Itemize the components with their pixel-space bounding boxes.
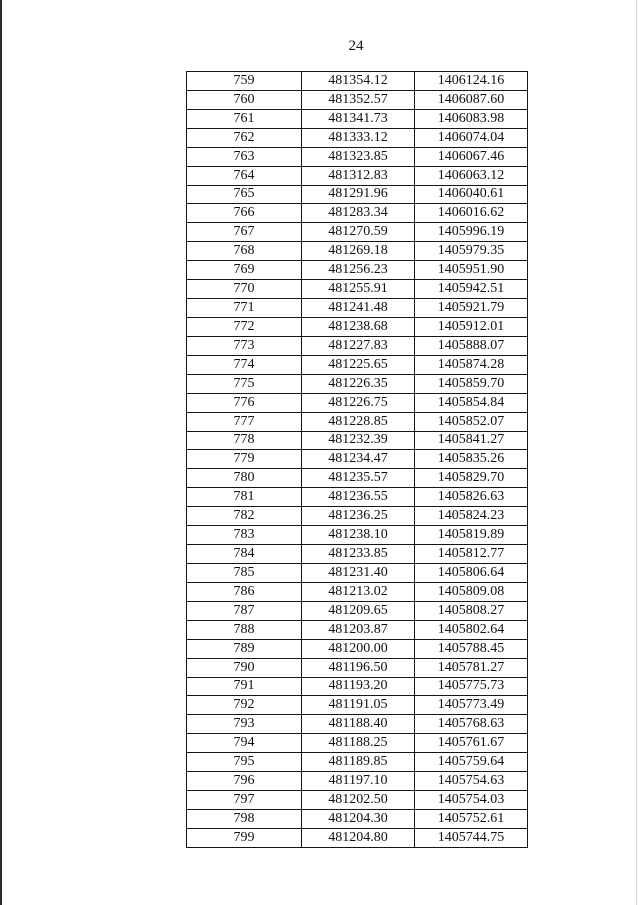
table-row	[187, 507, 528, 526]
y-coordinate-cell: 1406087.60	[415, 90, 528, 109]
point-number-cell: 771	[187, 299, 302, 318]
point-number-cell: 797	[187, 791, 302, 810]
table-row	[187, 753, 528, 772]
y-coordinate-cell: 1405859.70	[415, 374, 528, 393]
page-number: 24	[348, 38, 364, 54]
y-coordinate-cell: 1405835.26	[415, 450, 528, 469]
y-coordinate-cell: 1405921.79	[415, 299, 528, 318]
x-coordinate-cell: 481291.96	[302, 185, 415, 204]
point-number-cell: 799	[187, 828, 302, 847]
point-number-cell: 763	[187, 147, 302, 166]
x-coordinate-cell: 481238.68	[302, 317, 415, 336]
point-number-cell: 779	[187, 450, 302, 469]
table-row	[187, 317, 528, 336]
x-coordinate-cell: 481236.25	[302, 507, 415, 526]
point-number-cell: 781	[187, 488, 302, 507]
x-coordinate-cell: 481256.23	[302, 261, 415, 280]
table-row	[187, 563, 528, 582]
y-coordinate-cell: 1406083.98	[415, 109, 528, 128]
point-number-cell: 767	[187, 223, 302, 242]
table-row	[187, 828, 528, 847]
point-number-cell: 773	[187, 336, 302, 355]
y-coordinate-cell: 1406067.46	[415, 147, 528, 166]
table-row	[187, 374, 528, 393]
x-coordinate-cell: 481200.00	[302, 639, 415, 658]
table-row	[187, 791, 528, 810]
table-row	[187, 734, 528, 753]
point-number-cell: 764	[187, 166, 302, 185]
point-number-cell: 792	[187, 696, 302, 715]
point-number-cell: 795	[187, 753, 302, 772]
table-row	[187, 469, 528, 488]
y-coordinate-cell: 1406124.16	[415, 72, 528, 91]
table-row	[187, 431, 528, 450]
x-coordinate-cell: 481204.80	[302, 828, 415, 847]
point-number-cell: 769	[187, 261, 302, 280]
y-coordinate-cell: 1405809.08	[415, 582, 528, 601]
table-row	[187, 223, 528, 242]
y-coordinate-cell: 1405819.89	[415, 526, 528, 545]
y-coordinate-cell: 1405773.49	[415, 696, 528, 715]
y-coordinate-cell: 1405761.67	[415, 734, 528, 753]
table-row	[187, 128, 528, 147]
table-row	[187, 109, 528, 128]
y-coordinate-cell: 1405942.51	[415, 280, 528, 299]
y-coordinate-cell: 1405824.23	[415, 507, 528, 526]
point-number-cell: 768	[187, 242, 302, 261]
point-number-cell: 777	[187, 412, 302, 431]
point-number-cell: 788	[187, 620, 302, 639]
table-row	[187, 299, 528, 318]
y-coordinate-cell: 1405802.64	[415, 620, 528, 639]
x-coordinate-cell: 481352.57	[302, 90, 415, 109]
x-coordinate-cell: 481202.50	[302, 791, 415, 810]
x-coordinate-cell: 481231.40	[302, 563, 415, 582]
point-number-cell: 791	[187, 677, 302, 696]
y-coordinate-cell: 1405754.63	[415, 772, 528, 791]
x-coordinate-cell: 481233.85	[302, 545, 415, 564]
y-coordinate-cell: 1405829.70	[415, 469, 528, 488]
point-number-cell: 782	[187, 507, 302, 526]
point-number-cell: 785	[187, 563, 302, 582]
y-coordinate-cell: 1405768.63	[415, 715, 528, 734]
y-coordinate-cell: 1406040.61	[415, 185, 528, 204]
x-coordinate-cell: 481191.05	[302, 696, 415, 715]
table-row	[187, 545, 528, 564]
point-number-cell: 786	[187, 582, 302, 601]
x-coordinate-cell: 481188.25	[302, 734, 415, 753]
y-coordinate-cell: 1405744.75	[415, 828, 528, 847]
x-coordinate-cell: 481354.12	[302, 72, 415, 91]
x-coordinate-cell: 481323.85	[302, 147, 415, 166]
y-coordinate-cell: 1405752.61	[415, 809, 528, 828]
point-number-cell: 759	[187, 72, 302, 91]
point-number-cell: 790	[187, 658, 302, 677]
x-coordinate-cell: 481227.83	[302, 336, 415, 355]
x-coordinate-cell: 481236.55	[302, 488, 415, 507]
point-number-cell: 776	[187, 393, 302, 412]
table-row	[187, 658, 528, 677]
x-coordinate-cell: 481213.02	[302, 582, 415, 601]
x-coordinate-cell: 481225.65	[302, 355, 415, 374]
y-coordinate-cell: 1405754.03	[415, 791, 528, 810]
x-coordinate-cell: 481197.10	[302, 772, 415, 791]
x-coordinate-cell: 481283.34	[302, 204, 415, 223]
x-coordinate-cell: 481232.39	[302, 431, 415, 450]
coordinates-table-body	[187, 72, 528, 848]
x-coordinate-cell: 481193.20	[302, 677, 415, 696]
y-coordinate-cell: 1405808.27	[415, 601, 528, 620]
table-row	[187, 450, 528, 469]
table-row	[187, 715, 528, 734]
y-coordinate-cell: 1405951.90	[415, 261, 528, 280]
table-row	[187, 242, 528, 261]
table-row	[187, 280, 528, 299]
x-coordinate-cell: 481235.57	[302, 469, 415, 488]
scan-left-edge	[0, 0, 2, 905]
point-number-cell: 762	[187, 128, 302, 147]
x-coordinate-cell: 481255.91	[302, 280, 415, 299]
y-coordinate-cell: 1405781.27	[415, 658, 528, 677]
table-row	[187, 582, 528, 601]
table-row	[187, 393, 528, 412]
point-number-cell: 783	[187, 526, 302, 545]
x-coordinate-cell: 481209.65	[302, 601, 415, 620]
point-number-cell: 765	[187, 185, 302, 204]
x-coordinate-cell: 481238.10	[302, 526, 415, 545]
x-coordinate-cell: 481241.48	[302, 299, 415, 318]
y-coordinate-cell: 1405826.63	[415, 488, 528, 507]
table-row	[187, 90, 528, 109]
point-number-cell: 798	[187, 809, 302, 828]
table-row	[187, 72, 528, 91]
x-coordinate-cell: 481341.73	[302, 109, 415, 128]
point-number-cell: 794	[187, 734, 302, 753]
table-row	[187, 809, 528, 828]
table-row	[187, 147, 528, 166]
point-number-cell: 761	[187, 109, 302, 128]
point-number-cell: 766	[187, 204, 302, 223]
y-coordinate-cell: 1405854.84	[415, 393, 528, 412]
y-coordinate-cell: 1405812.77	[415, 545, 528, 564]
x-coordinate-cell: 481188.40	[302, 715, 415, 734]
point-number-cell: 778	[187, 431, 302, 450]
point-number-cell: 793	[187, 715, 302, 734]
point-number-cell: 784	[187, 545, 302, 564]
y-coordinate-cell: 1406074.04	[415, 128, 528, 147]
x-coordinate-cell: 481333.12	[302, 128, 415, 147]
table-row	[187, 488, 528, 507]
x-coordinate-cell: 481269.18	[302, 242, 415, 261]
point-number-cell: 787	[187, 601, 302, 620]
x-coordinate-cell: 481203.87	[302, 620, 415, 639]
y-coordinate-cell: 1405996.19	[415, 223, 528, 242]
y-coordinate-cell: 1405888.07	[415, 336, 528, 355]
point-number-cell: 772	[187, 317, 302, 336]
x-coordinate-cell: 481226.35	[302, 374, 415, 393]
x-coordinate-cell: 481204.30	[302, 809, 415, 828]
table-row	[187, 620, 528, 639]
y-coordinate-cell: 1405759.64	[415, 753, 528, 772]
table-row	[187, 601, 528, 620]
point-number-cell: 760	[187, 90, 302, 109]
point-number-cell: 796	[187, 772, 302, 791]
x-coordinate-cell: 481196.50	[302, 658, 415, 677]
y-coordinate-cell: 1405874.28	[415, 355, 528, 374]
y-coordinate-cell: 1405979.35	[415, 242, 528, 261]
x-coordinate-cell: 481234.47	[302, 450, 415, 469]
y-coordinate-cell: 1405841.27	[415, 431, 528, 450]
table-row	[187, 355, 528, 374]
table-row	[187, 526, 528, 545]
y-coordinate-cell: 1406016.62	[415, 204, 528, 223]
point-number-cell: 774	[187, 355, 302, 374]
y-coordinate-cell: 1405775.73	[415, 677, 528, 696]
table-row	[187, 204, 528, 223]
coordinates-table	[186, 71, 528, 848]
x-coordinate-cell: 481189.85	[302, 753, 415, 772]
table-row	[187, 166, 528, 185]
y-coordinate-cell: 1405806.64	[415, 563, 528, 582]
point-number-cell: 789	[187, 639, 302, 658]
table-row	[187, 185, 528, 204]
x-coordinate-cell: 481228.85	[302, 412, 415, 431]
point-number-cell: 780	[187, 469, 302, 488]
x-coordinate-cell: 481270.59	[302, 223, 415, 242]
table-row	[187, 677, 528, 696]
scan-right-edge	[636, 0, 637, 905]
table-row	[187, 639, 528, 658]
y-coordinate-cell: 1405788.45	[415, 639, 528, 658]
x-coordinate-cell: 481312.83	[302, 166, 415, 185]
point-number-cell: 770	[187, 280, 302, 299]
point-number-cell: 775	[187, 374, 302, 393]
y-coordinate-cell: 1406063.12	[415, 166, 528, 185]
table-row	[187, 336, 528, 355]
y-coordinate-cell: 1405912.01	[415, 317, 528, 336]
table-row	[187, 412, 528, 431]
table-row	[187, 261, 528, 280]
table-row	[187, 696, 528, 715]
table-row	[187, 772, 528, 791]
y-coordinate-cell: 1405852.07	[415, 412, 528, 431]
x-coordinate-cell: 481226.75	[302, 393, 415, 412]
